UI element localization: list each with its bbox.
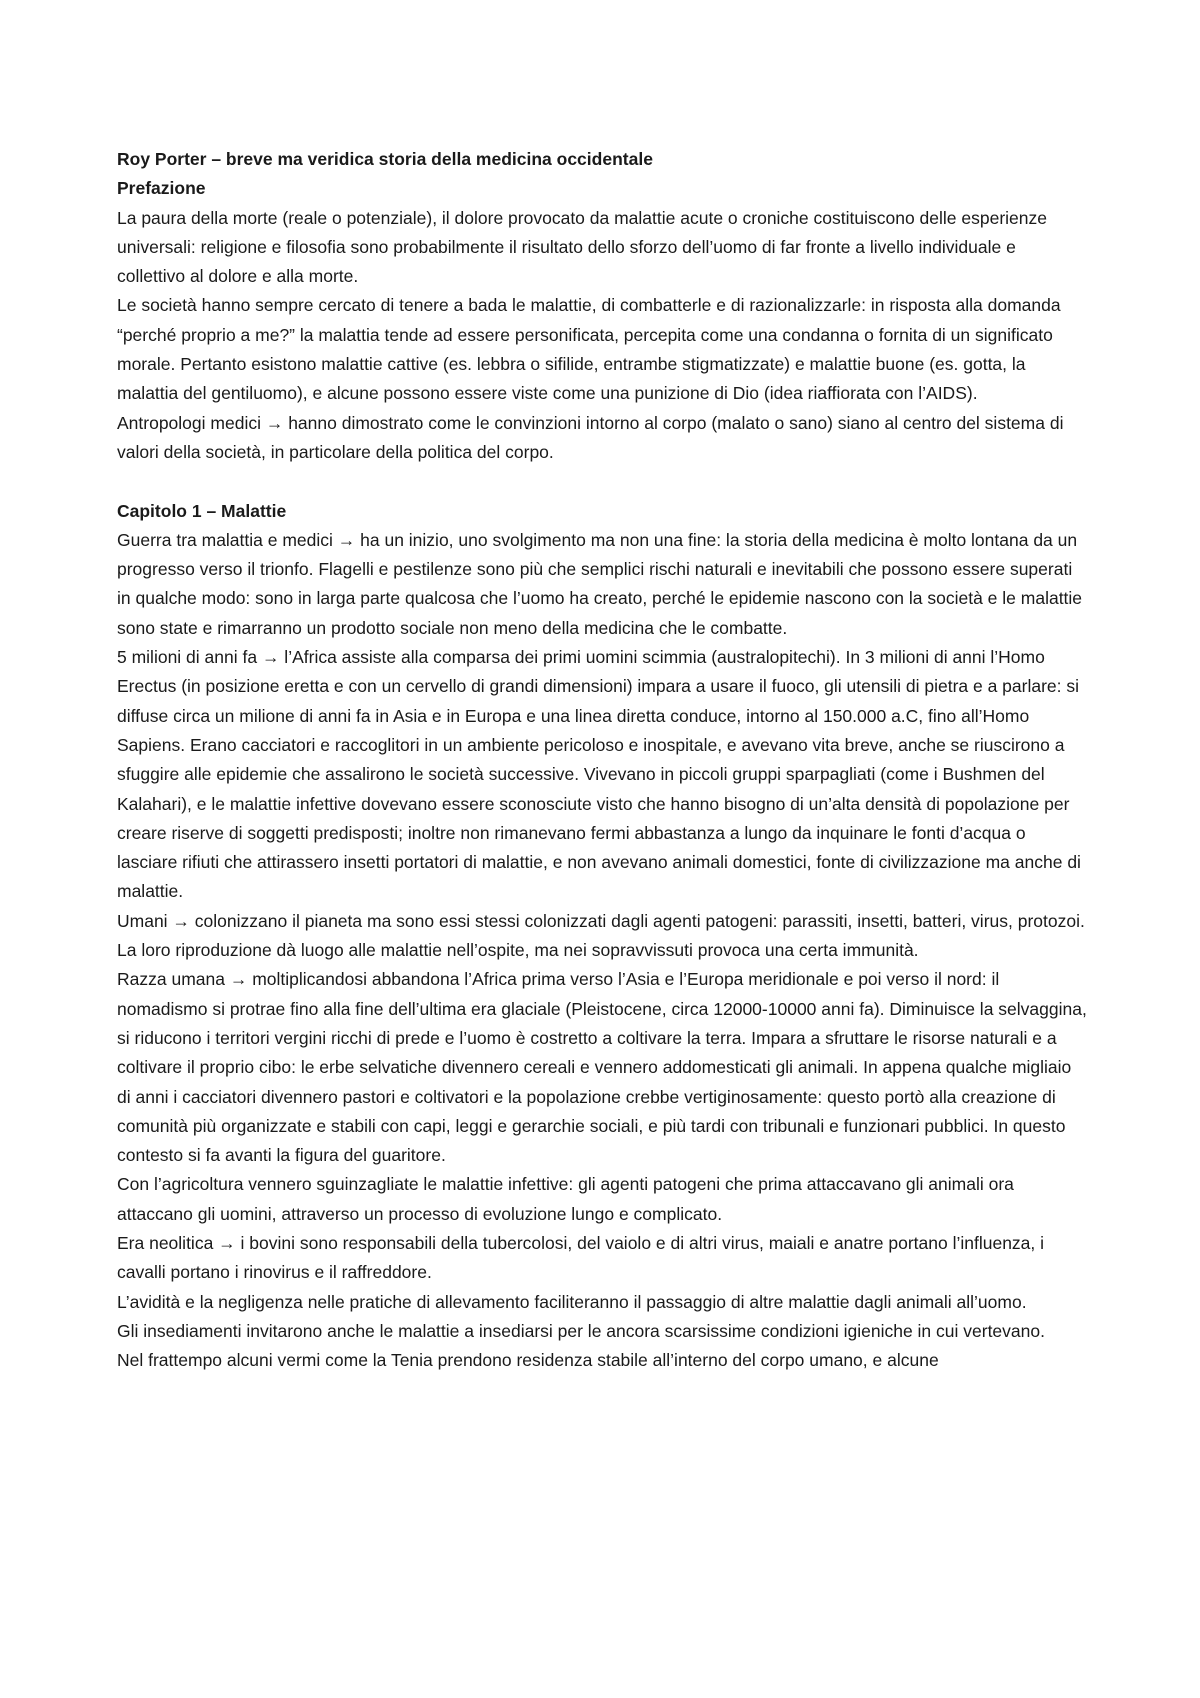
chapter-paragraph: Gli insediamenti invitarono anche le malattie a insediarsi per le ancora scarsissime condizioni igieniche in cui vertevano.: [117, 1320, 1045, 1341]
chapter-paragraph: Razza umana → moltiplicandosi abbandona l’Africa prima verso l’Asia e l’Europa meridionale e poi verso il nord: il nomadismo si protrae fino alla fine dell’ultima era glaciale (Pleistocene, circa 12000-10000 anni fa). Diminuisce la selvaggina, si riducono i territori vergini ricchi di prede e l’uomo è costretto a coltivare la terra. Impara a sfruttare le risorse naturali e a coltivare il proprio cibo: le erbe selvatiche divennero cereali e vennero addomesticati gli animali. In appena qualche migliaio di anni i cacciatori divennero pastori e coltivatori e la popolazione crebbe vertiginosamente: questo portò alla creazione di comunità più organizzate e stabili con capi, leggi e gerarchie sociali, e più tardi con tribunali e funzionari pubblici. In questo contesto si fa avanti la figura del guaritore.: [117, 969, 1087, 1166]
chapter-paragraph: 5 milioni di anni fa → l’Africa assiste alla comparsa dei primi uomini scimmia (australopitechi). In 3 milioni di anni l’Homo Erectus (in posizione eretta e con un cervello di grandi dimensioni) impara a usare il fuoco, gli utensili di pietra e a parlare: si diffuse circa un milione di anni fa in Asia e in Europa e una linea diretta conduce, intorno al 150.000 a.C, fino all’Homo Sapiens. Erano cacciatori e raccoglitori in un ambiente pericoloso e inospitale, e avevano vita breve, anche se riuscirono a sfuggire alle epidemie che assalirono le società successive. Vivevano in piccoli gruppi sparpagliati (come i Bushmen del Kalahari), e le malattie infettive dovevano essere sconosciute visto che hanno bisogno di un’alta densità di popolazione per creare riserve di soggetti predisposti; inoltre non rimanevano fermi abbastanza a lungo da inquinare le fonti d’acqua o lasciare rifiuti che attirassero insetti portatori di malattie, e non avevano animali domestici, fonte di civilizzazione ma anche di malattie.: [117, 647, 1081, 902]
preface-paragraph: Le società hanno sempre cercato di tenere a bada le malattie, di combatterle e di razionalizzarle: in risposta alla domanda “perché proprio a me?” la malattia tende ad essere personificata, percepita come una condanna o fornita di un significato morale. Pertanto esistono malattie cattive (es. lebbra o sifilide, entrambe stigmatizzate) e malattie buone (es. gotta, la malattia del gentiluomo), e alcune possono essere viste come una punizione di Dio (idea riaffiorata con l’AIDS).: [117, 295, 1061, 404]
section-spacer: [117, 467, 1087, 496]
chapter-paragraph: Nel frattempo alcuni vermi come la Tenia prendono residenza stabile all’interno del corpo umano, e alcune: [117, 1350, 939, 1371]
chapter-paragraph: Umani → colonizzano il pianeta ma sono essi stessi colonizzati dagli agenti patogeni: parassiti, insetti, batteri, virus, protozoi. La loro riproduzione dà luogo alle malattie nell’ospite, ma nei sopravvissuti provoca una certa immunità.: [117, 910, 1085, 961]
chapter-paragraph: Era neolitica → i bovini sono responsabili della tubercolosi, del vaiolo e di altri virus, maiali e anatre portano l’influenza, i cavalli portano i rinovirus e il raffreddore.: [117, 1232, 1045, 1283]
chapter-paragraph: Con l’agricoltura vennero sguinzagliate le malattie infettive: gli agenti patogeni che prima attaccavano gli animali ora attaccano gli uomini, attraverso un processo di evoluzione lungo e complicato.: [117, 1174, 1014, 1224]
preface-heading: Prefazione: [117, 178, 206, 199]
chapter-heading: Capitolo 1 – Malattie: [117, 500, 287, 521]
chapter-paragraph: L’avidità e la negligenza nelle pratiche di allevamento faciliteranno il passaggio di altre malattie dagli animali all’uomo.: [117, 1291, 1027, 1312]
preface-paragraph: Antropologi medici → hanno dimostrato come le convinzioni intorno al corpo (malato o sano) siano al centro del sistema di valori della società, in particolare della politica del corpo.: [117, 412, 1064, 462]
preface-paragraph: La paura della morte (reale o potenziale), il dolore provocato da malattie acute o croniche costituiscono delle esperienze universali: religione e filosofia sono probabilmente il risultato dello sforzo dell’uomo di far fronte a livello individuale e collettivo al dolore e alla morte.: [117, 207, 1047, 287]
document-title: Roy Porter – breve ma veridica storia della medicina occidentale: [117, 149, 653, 169]
document-page: [117, 145, 1087, 1375]
chapter-paragraph: Guerra tra malattia e medici → ha un inizio, uno svolgimento ma non una fine: la storia della medicina è molto lontana da un progresso verso il trionfo. Flagelli e pestilenze sono più che semplici rischi naturali e inevitabili che possono essere superati in qualche modo: sono in larga parte qualcosa che l’uomo ha creato, perché le epidemie nascono con la società e le malattie sono state e rimarranno un prodotto sociale non meno della medicina che le combatte.: [117, 529, 1083, 638]
